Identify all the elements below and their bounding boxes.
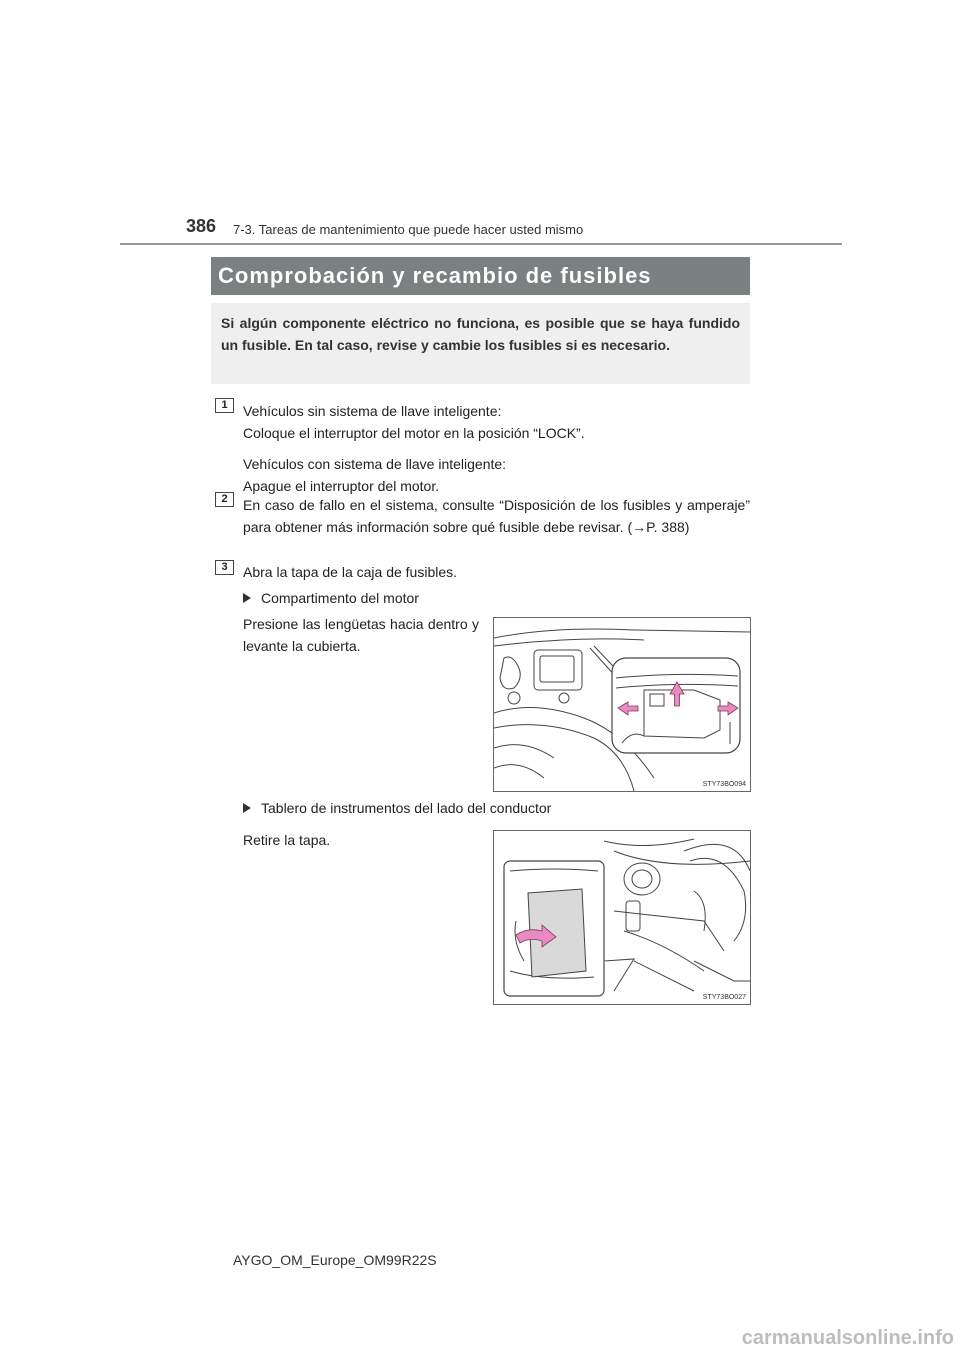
header-rule [120, 243, 842, 245]
engine-compartment-illustration [494, 618, 750, 791]
figure-code: STY73BO027 [702, 994, 746, 1001]
dashboard-illustration [494, 831, 750, 1004]
figure-engine-fuse-box [493, 617, 751, 792]
figure-code: STY73BO094 [702, 781, 746, 788]
step-1-line-4: Apague el interruptor del motor. [243, 478, 440, 494]
step-2-text: En caso de fallo en el sistema, consulte “Disposición de los fusibles y amperaje” para obtener más información sobre qué fusible debe revisar. (→P. 388) [243, 497, 750, 535]
page-number: 386 [186, 216, 217, 236]
watermark: carmanualsonline.info [741, 1327, 954, 1349]
sub-item-engine-body: Presione las lengüetas hacia dentro y levante la cubierta. [243, 616, 479, 654]
step-1-line-1: Vehículos sin sistema de llave inteligente: [243, 403, 502, 419]
intro-box: Si algún componente eléctrico no funciona, es posible que se haya fundido un fusible. En tal caso, revise y cambie los fusibles si es necesario. [211, 303, 750, 384]
sub-item-dashboard [243, 797, 551, 819]
step-number-3: 3 [215, 560, 234, 575]
page-title: Comprobación y recambio de fusibles [211, 257, 750, 295]
sub-item-engine [243, 587, 419, 609]
triangle-bullet-icon [243, 803, 251, 813]
triangle-bullet-icon [243, 593, 251, 603]
step-number-1: 1 [215, 398, 234, 413]
figure-dashboard-fuse-cover [493, 830, 751, 1005]
sub-item-engine-heading: Compartimento del motor [261, 590, 419, 606]
step-number-2: 2 [215, 492, 234, 507]
section-header: 7-3. Tareas de mantenimiento que puede hacer usted mismo [233, 222, 584, 237]
step-1-text [243, 400, 750, 497]
step-1-line-2: Coloque el interruptor del motor en la posición “LOCK”. [243, 425, 585, 441]
step-1-line-3: Vehículos con sistema de llave inteligente: [243, 456, 507, 472]
sub-item-dashboard-heading: Tablero de instrumentos del lado del conductor [261, 800, 552, 816]
footer-doc-id: AYGO_OM_Europe_OM99R22S [233, 1252, 437, 1268]
step-3-text: Abra la tapa de la caja de fusibles. [243, 564, 458, 580]
sub-item-dashboard-body: Retire la tapa. [243, 832, 331, 848]
